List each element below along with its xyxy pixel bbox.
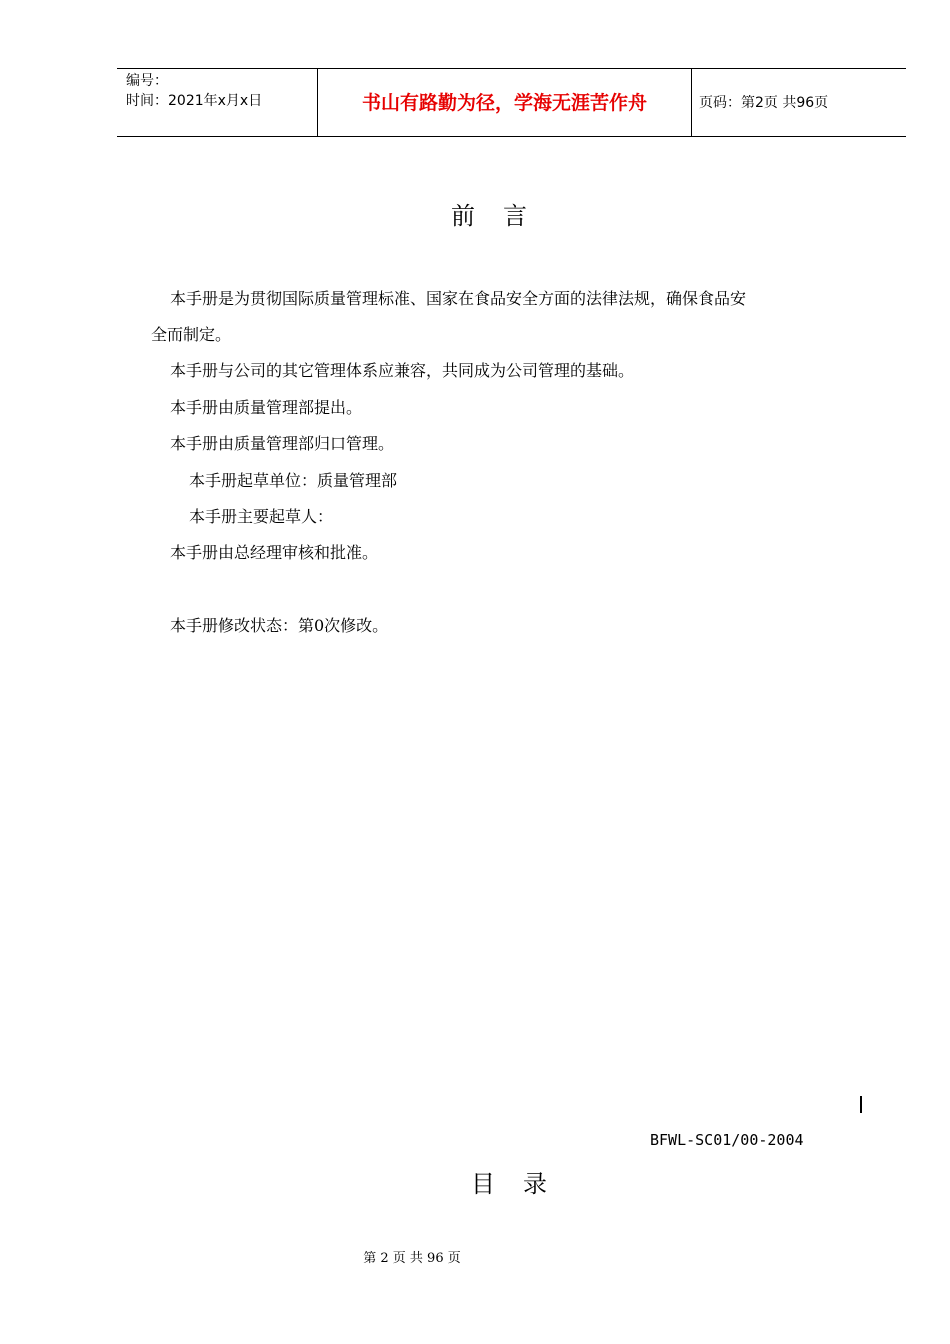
preface-title: 前言	[451, 202, 555, 230]
serial-label: 编号：	[126, 73, 168, 89]
header-motto-cell	[317, 69, 692, 136]
preface-para-6: 本手册主要起草人：	[189, 507, 334, 526]
motto-text: 书山有路勤为径，学海无涯苦作舟	[361, 92, 647, 114]
preface-para-3: 本手册由质量管理部提出。	[170, 398, 363, 417]
document-code: BFWL-SC01/00-2004	[650, 1131, 804, 1149]
preface-para-1-line-2: 全而制定。	[151, 325, 232, 344]
header-page-cell	[691, 69, 906, 136]
page-info: 页码：第2页 共96页	[699, 95, 829, 111]
header-left-cell	[117, 69, 317, 136]
toc-title: 目录	[471, 1170, 575, 1198]
preface-para-4: 本手册由质量管理部归口管理。	[170, 434, 395, 453]
text-cursor	[860, 1096, 862, 1113]
preface-para-5: 本手册起草单位：质量管理部	[189, 471, 398, 490]
preface-para-1-line-1: 本手册是为贯彻国际质量管理标准、国家在食品安全方面的法律法规，确保食品安	[170, 289, 747, 308]
page-header	[117, 68, 906, 137]
preface-para-2: 本手册与公司的其它管理体系应兼容，共同成为公司管理的基础。	[170, 361, 635, 380]
preface-para-8: 本手册修改状态：第0次修改。	[170, 616, 389, 635]
page-footer: 第 2 页 共 96 页	[363, 1251, 461, 1266]
time-label: 时间：2021年x月x日	[126, 93, 263, 109]
preface-para-7: 本手册由总经理审核和批准。	[170, 543, 379, 562]
